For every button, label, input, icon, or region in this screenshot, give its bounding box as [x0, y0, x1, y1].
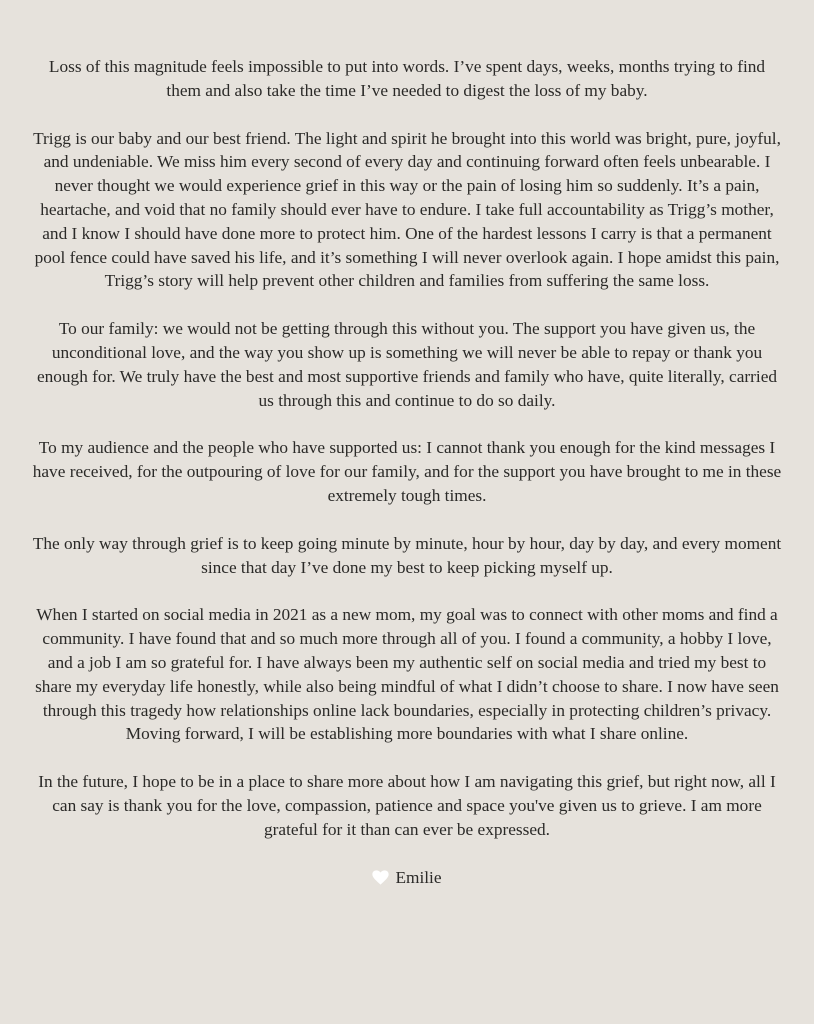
paragraph-family: To our family: we would not be getting through this without you. The support you have given us, the unconditional love, and the way you show up is something we will never be able to repay or thank you enough for. We truly have the best and most supportive friends and family who have, quite literally, carried us through this and continue to do so daily.	[36, 319, 778, 410]
paragraph-intro: Loss of this magnitude feels impossible to put into words. I’ve spent days, weeks, months trying to find them and also take the time I’ve needed to digest the loss of my baby.	[48, 57, 766, 100]
signature-name: Emilie	[395, 867, 442, 887]
paragraph-grief: The only way through grief is to keep going minute by minute, hour by hour, day by day, and every moment since that day I’ve done my best to keep picking myself up.	[32, 533, 782, 577]
signature	[30, 866, 784, 890]
paragraph-trigg: Trigg is our baby and our best friend. The light and spirit he brought into this world was bright, pure, joyful, and undeniable. We miss him every second of every day and continuing forward often feels unbearable. I never thought we would experience grief in this way or the pain of losing him so suddenly. It’s a pain, heartache, and void that no family should ever have to endure. I take full accountability as Trigg’s mother, and I know I should have done more to protect him. One of the hardest lessons I carry is that a permanent pool fence could have saved his life, and it’s something I will never overlook again. I hope amidst this pain, Trigg’s story will help prevent other children and families from suffering the same loss.	[33, 128, 781, 291]
paragraph-social-media: When I started on social media in 2021 as a new mom, my goal was to connect with other moms and find a community. I have found that and so much more through all of you. I found a community, a hobby I love, and a job I am so grateful for. I have always been my authentic self on social media and tried my best to share my everyday life honestly, while also being mindful of what I didn’t choose to share. I now have seen through this tragedy how relationships online lack boundaries, especially in protecting children’s privacy. Moving forward, I will be establishing more boundaries with what I share online.	[35, 605, 779, 744]
white-heart-icon	[372, 870, 389, 885]
paragraph-future: In the future, I hope to be in a place to share more about how I am navigating this grief, but right now, all I can say is thank you for the love, compassion, patience and space you've given us to grieve. I am more grateful for it than can ever be expressed.	[38, 772, 776, 839]
paragraph-audience: To my audience and the people who have supported us: I cannot thank you enough for the kind messages I have received, for the outpouring of love for our family, and for the support you have brought to me in these extremely tough times.	[32, 438, 782, 505]
